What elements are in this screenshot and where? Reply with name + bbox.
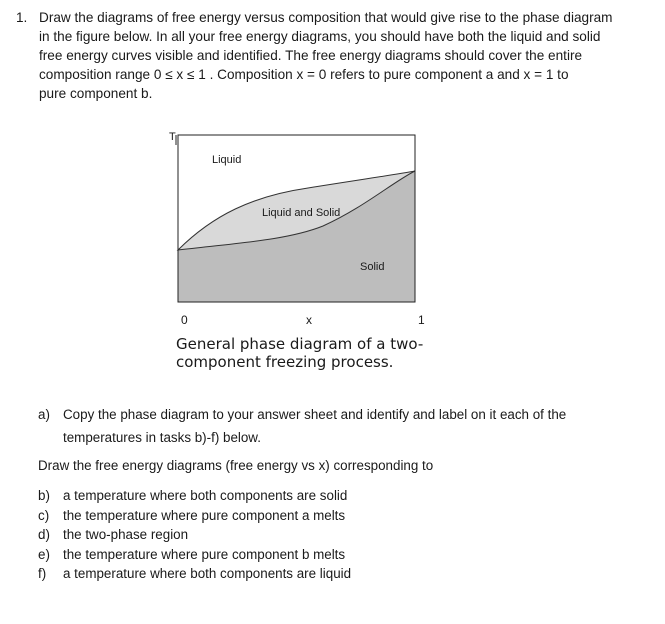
question-line-2: in the figure below. In all your free energy diagrams, you should have both the liquid and solid bbox=[39, 29, 601, 44]
question-number: 1. bbox=[16, 10, 28, 25]
task-b bbox=[38, 486, 351, 506]
question-line-1: Draw the diagrams of free energy versus composition that would give rise to the phase diagram bbox=[39, 10, 613, 25]
x-tick-x: x bbox=[306, 313, 312, 327]
solid-label: Solid bbox=[360, 261, 385, 273]
task-c bbox=[38, 506, 351, 526]
x-tick-0: 0 bbox=[181, 313, 188, 327]
two-phase-label: Liquid and Solid bbox=[262, 207, 341, 219]
instruction-text: Draw the free energy diagrams (free energy vs x) corresponding to bbox=[38, 458, 434, 473]
task-d-letter: d) bbox=[38, 527, 50, 542]
task-e-letter: e) bbox=[38, 546, 50, 562]
task-d bbox=[38, 525, 351, 545]
task-c-text: the temperature where pure component a melts bbox=[63, 507, 346, 523]
task-b-text: a temperature where both components are solid bbox=[63, 488, 348, 503]
task-b-letter: b) bbox=[38, 488, 50, 503]
task-d-text: the two-phase region bbox=[63, 527, 189, 542]
question-1 bbox=[16, 8, 636, 103]
task-e bbox=[38, 545, 351, 565]
part-a bbox=[38, 405, 566, 447]
instruction bbox=[38, 456, 433, 476]
liquid-label: Liquid bbox=[212, 154, 242, 166]
question-line-4: composition range 0 ≤ x ≤ 1 . Composition x = 0 refers to pure component a and x = 1 to bbox=[39, 67, 569, 82]
task-f-letter: f) bbox=[38, 566, 47, 581]
part-a-line-2: temperatures in tasks b)-f) below. bbox=[63, 429, 261, 445]
question-line-3: free energy curves visible and identified. The free energy diagrams should cover the entire bbox=[39, 48, 583, 63]
caption-line-2: component freezing process. bbox=[176, 353, 394, 371]
task-f-text: a temperature where both components are liquid bbox=[63, 566, 352, 581]
part-a-line-1: Copy the phase diagram to your answer sheet and identify and label on it each of the bbox=[63, 407, 567, 422]
part-a-letter: a) bbox=[38, 407, 50, 422]
x-tick-1: 1 bbox=[418, 313, 425, 327]
figure-caption bbox=[176, 335, 423, 371]
task-c-letter: c) bbox=[38, 507, 50, 523]
caption-line-1: General phase diagram of a two- bbox=[176, 335, 424, 353]
question-text bbox=[39, 8, 636, 103]
part-a-row bbox=[38, 405, 566, 447]
task-f bbox=[38, 564, 351, 584]
t-axis-label: T bbox=[169, 131, 176, 143]
question-line-5: pure component b. bbox=[39, 86, 153, 101]
task-e-text: the temperature where pure component b melts bbox=[63, 546, 346, 562]
task-list bbox=[38, 486, 351, 584]
phase-diagram bbox=[168, 130, 428, 330]
